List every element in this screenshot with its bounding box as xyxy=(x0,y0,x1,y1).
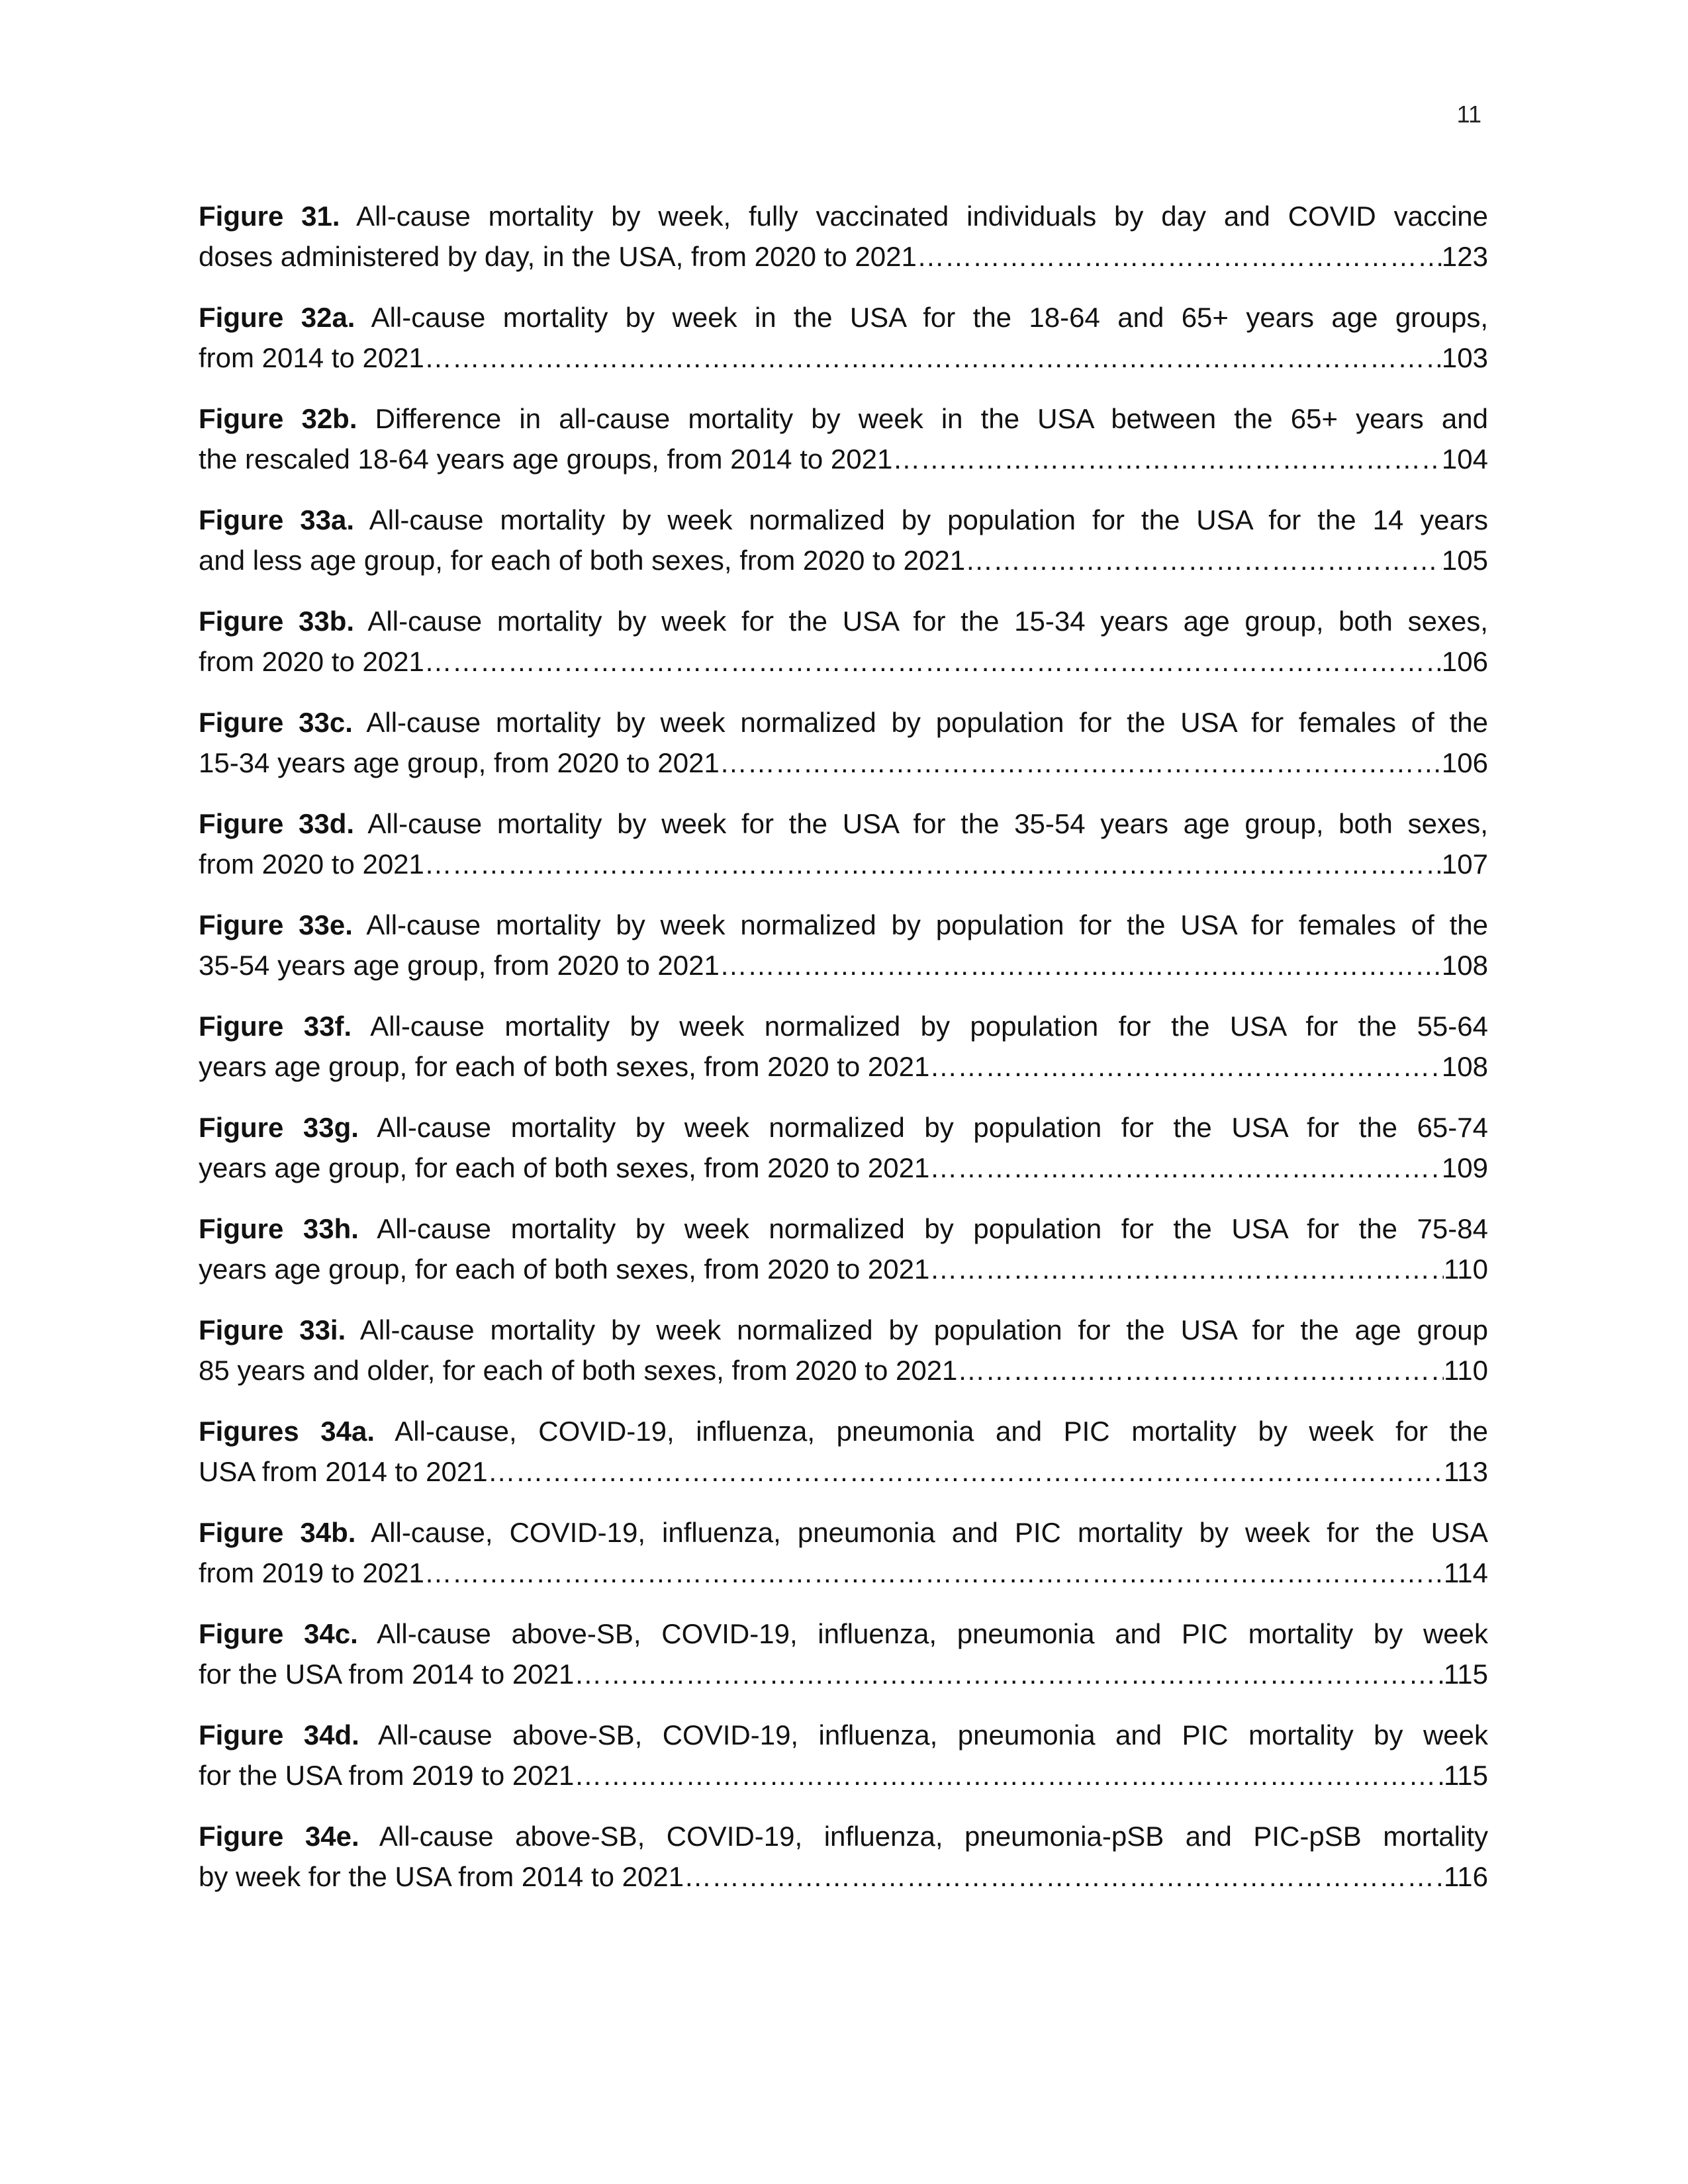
figure-caption-start: All-cause mortality by week in the USA for the 18-64 and 65+ years age groups, xyxy=(371,302,1488,333)
dot-leader xyxy=(684,1856,1444,1897)
figure-caption-start: All-cause mortality by week normalized by population for the USA for the 75-84 xyxy=(377,1213,1488,1244)
figure-entry-second-line xyxy=(199,338,1488,378)
figure-caption-start: All-cause above-SB, COVID-19, influenza, pneumonia and PIC mortality by week xyxy=(377,1719,1488,1751)
figure-label: Figure 33b. xyxy=(199,606,355,637)
figure-entry xyxy=(199,1006,1488,1087)
figure-caption-end: for the USA from 2014 to 2021 xyxy=(199,1659,575,1690)
figure-entry-second-line xyxy=(199,540,1488,580)
dot-leader xyxy=(965,540,1442,580)
figure-caption-start: All-cause mortality by week normalized by population for the USA for females of the xyxy=(366,909,1488,940)
figure-caption-start: All-cause, COVID-19, influenza, pneumonia and PIC mortality by week for the USA xyxy=(371,1517,1488,1548)
figure-page-number: 108 xyxy=(1441,950,1488,981)
figure-entry-second-line xyxy=(199,743,1488,783)
figure-entry-first-line xyxy=(199,1006,1488,1046)
figure-caption-end: from 2020 to 2021 xyxy=(199,646,424,677)
figure-entry-second-line xyxy=(199,1856,1488,1897)
figure-label: Figure 32b. xyxy=(199,403,357,434)
dot-leader xyxy=(424,844,1442,884)
figure-entry-second-line xyxy=(199,1148,1488,1188)
figure-label: Figure 34d. xyxy=(199,1719,359,1751)
figure-entry xyxy=(199,601,1488,682)
figure-caption-end: from 2020 to 2021 xyxy=(199,848,424,880)
figure-entry xyxy=(199,1715,1488,1796)
figure-label: Figure 33f. xyxy=(199,1011,352,1042)
figure-entry-second-line xyxy=(199,844,1488,884)
figure-entry-first-line xyxy=(199,500,1488,540)
figure-caption-start: All-cause above-SB, COVID-19, influenza, pneumonia and PIC mortality by week xyxy=(377,1618,1488,1649)
dot-leader xyxy=(424,641,1442,682)
dot-leader xyxy=(574,1654,1444,1694)
figure-entry-second-line xyxy=(199,1654,1488,1694)
dot-leader xyxy=(424,338,1442,378)
figure-caption-start: All-cause mortality by week normalized by population for the USA for the 65-74 xyxy=(377,1112,1488,1143)
figure-entry-first-line xyxy=(199,803,1488,844)
figure-caption-start: All-cause mortality by week normalized by population for the USA for the age group xyxy=(359,1314,1488,1345)
figure-caption-end: 15-34 years age group, from 2020 to 2021 xyxy=(199,747,720,778)
figure-page-number: 109 xyxy=(1441,1152,1488,1183)
figure-page-number: 113 xyxy=(1444,1456,1488,1487)
figure-entry-second-line xyxy=(199,439,1488,479)
figure-label: Figure 32a. xyxy=(199,302,355,333)
figure-entry-first-line xyxy=(199,905,1488,945)
figure-entry-first-line xyxy=(199,601,1488,641)
figure-entry-first-line xyxy=(199,702,1488,743)
figure-caption-start: All-cause mortality by week for the USA for the 35-54 years age group, both sexes, xyxy=(367,808,1488,839)
figure-page-number: 110 xyxy=(1444,1253,1488,1285)
figure-label: Figure 31. xyxy=(199,201,340,232)
figure-page-number: 115 xyxy=(1444,1760,1488,1791)
dot-leader xyxy=(917,236,1442,277)
figure-page-number: 110 xyxy=(1444,1355,1488,1386)
figure-entry-first-line xyxy=(199,398,1488,439)
dot-leader xyxy=(957,1350,1444,1390)
figure-caption-start: All-cause mortality by week normalized by population for the USA for the 14 years xyxy=(369,504,1488,535)
figure-entry-second-line xyxy=(199,641,1488,682)
figure-caption-end: 85 years and older, for each of both sexes, from 2020 to 2021 xyxy=(199,1355,958,1386)
figure-entry xyxy=(199,297,1488,378)
figure-entry xyxy=(199,1411,1488,1492)
figure-caption-end: by week for the USA from 2014 to 2021 xyxy=(199,1861,684,1892)
figure-entry xyxy=(199,1107,1488,1188)
figure-page-number: 123 xyxy=(1441,241,1488,272)
figure-label: Figure 33e. xyxy=(199,909,353,940)
figure-page-number: 107 xyxy=(1441,848,1488,880)
figure-entry-first-line xyxy=(199,297,1488,338)
figure-entry xyxy=(199,1310,1488,1390)
figure-entry-first-line xyxy=(199,1512,1488,1553)
figure-caption-end: and less age group, for each of both sexes, from 2020 to 2021 xyxy=(199,545,966,576)
figure-page-number: 114 xyxy=(1444,1557,1488,1588)
figure-entry-first-line xyxy=(199,196,1488,236)
figure-entry-second-line xyxy=(199,1046,1488,1087)
figure-entry xyxy=(199,196,1488,277)
figure-caption-end: from 2014 to 2021 xyxy=(199,342,424,373)
dot-leader xyxy=(892,439,1442,479)
figure-entry-first-line xyxy=(199,1310,1488,1350)
figure-label: Figure 34c. xyxy=(199,1618,358,1649)
figure-label: Figure 33i. xyxy=(199,1314,346,1345)
figure-caption-start: All-cause above-SB, COVID-19, influenza, pneumonia-pSB and PIC-pSB mortality xyxy=(379,1821,1488,1852)
figure-entry-first-line xyxy=(199,1816,1488,1856)
dot-leader xyxy=(574,1755,1444,1796)
dot-leader xyxy=(929,1046,1442,1087)
figure-entry xyxy=(199,1208,1488,1289)
figure-label: Figure 33d. xyxy=(199,808,355,839)
figure-entry-second-line xyxy=(199,1755,1488,1796)
figure-label: Figure 33h. xyxy=(199,1213,359,1244)
figure-entry xyxy=(199,500,1488,580)
figure-page-number: 108 xyxy=(1441,1051,1488,1082)
figure-entry-second-line xyxy=(199,236,1488,277)
figure-caption-start: All-cause mortality by week normalized by population for the USA for females of the xyxy=(366,707,1488,738)
figure-entry xyxy=(199,398,1488,479)
figure-entry-first-line xyxy=(199,1107,1488,1148)
figure-entry-first-line xyxy=(199,1614,1488,1654)
dot-leader xyxy=(488,1451,1444,1492)
dot-leader xyxy=(929,1148,1442,1188)
figure-page-number: 106 xyxy=(1441,747,1488,778)
dot-leader xyxy=(720,945,1442,985)
figure-entry-second-line xyxy=(199,1249,1488,1289)
figure-caption-end: years age group, for each of both sexes, from 2020 to 2021 xyxy=(199,1051,930,1082)
figure-label: Figure 34e. xyxy=(199,1821,359,1852)
figure-page-number: 104 xyxy=(1441,443,1488,475)
figure-label: Figure 33a. xyxy=(199,504,355,535)
figure-entry xyxy=(199,905,1488,985)
dot-leader xyxy=(424,1553,1444,1593)
figure-caption-end: USA from 2014 to 2021 xyxy=(199,1456,488,1487)
page-number: 11 xyxy=(1456,101,1481,128)
figure-caption-start: All-cause mortality by week normalized by population for the USA for the 55-64 xyxy=(370,1011,1488,1042)
figure-caption-start: All-cause mortality by week, fully vaccinated individuals by day and COVID vaccine xyxy=(356,201,1488,232)
figure-caption-end: 35-54 years age group, from 2020 to 2021 xyxy=(199,950,720,981)
figure-entry-first-line xyxy=(199,1715,1488,1755)
figure-entry-second-line xyxy=(199,1350,1488,1390)
figure-caption-start: Difference in all-cause mortality by week in the USA between the 65+ years and xyxy=(375,403,1488,434)
figure-entry xyxy=(199,702,1488,783)
figure-entry-first-line xyxy=(199,1208,1488,1249)
figure-page-number: 116 xyxy=(1444,1861,1488,1892)
list-of-figures xyxy=(199,196,1488,1917)
figure-entry xyxy=(199,1614,1488,1694)
figure-page-number: 105 xyxy=(1441,545,1488,576)
figure-label: Figure 33c. xyxy=(199,707,353,738)
figure-caption-end: doses administered by day, in the USA, from 2020 to 2021 xyxy=(199,241,917,272)
figure-entry-second-line xyxy=(199,1451,1488,1492)
figure-entry-second-line xyxy=(199,1553,1488,1593)
figure-label: Figure 34b. xyxy=(199,1517,356,1548)
figure-caption-start: All-cause, COVID-19, influenza, pneumonia and PIC mortality by week for the xyxy=(395,1416,1488,1447)
dot-leader xyxy=(720,743,1442,783)
figure-page-number: 106 xyxy=(1441,646,1488,677)
figure-caption-end: for the USA from 2019 to 2021 xyxy=(199,1760,575,1791)
figure-caption-end: from 2019 to 2021 xyxy=(199,1557,424,1588)
figure-label: Figures 34a. xyxy=(199,1416,375,1447)
figure-entry xyxy=(199,1512,1488,1593)
figure-entry-first-line xyxy=(199,1411,1488,1451)
figure-page-number: 103 xyxy=(1441,342,1488,373)
dot-leader xyxy=(929,1249,1444,1289)
figure-entry xyxy=(199,1816,1488,1897)
figure-caption-start: All-cause mortality by week for the USA for the 15-34 years age group, both sexes, xyxy=(367,606,1488,637)
figure-caption-end: years age group, for each of both sexes, from 2020 to 2021 xyxy=(199,1253,930,1285)
figure-caption-end: the rescaled 18-64 years age groups, from 2014 to 2021 xyxy=(199,443,893,475)
figure-entry xyxy=(199,803,1488,884)
figure-entry-second-line xyxy=(199,945,1488,985)
figure-page-number: 115 xyxy=(1444,1659,1488,1690)
figure-label: Figure 33g. xyxy=(199,1112,359,1143)
figure-caption-end: years age group, for each of both sexes, from 2020 to 2021 xyxy=(199,1152,930,1183)
